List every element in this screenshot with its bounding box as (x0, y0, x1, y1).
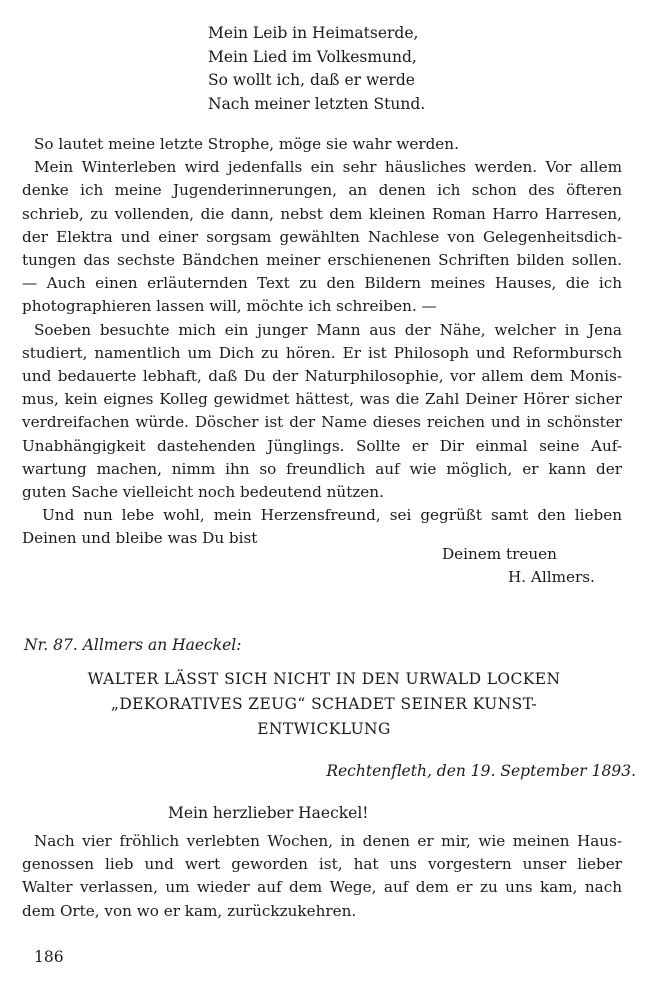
text-line: verdreifachen würde. Döscher ist der Name dieses reichen und in schönster (22, 413, 622, 432)
text-line: photographieren lassen will, möchte ich schreiben. — (22, 297, 437, 316)
text-line: tungen das sechste Bändchen meiner erschienenen Schriften bilden sollen. (22, 251, 622, 270)
page-number: 186 (34, 948, 64, 966)
text-line: der Elektra und einer sorgsam gewählten Nachlese von Gelegenheitsdich- (22, 227, 622, 246)
poem-line: So wollt ich, daß er werde (208, 71, 415, 89)
text-line: denke ich meine Jugenderinnerungen, an denen ich schon des öfteren (22, 181, 622, 200)
poem-line: Mein Leib in Heimatserde, (208, 24, 419, 42)
text-line: — Auch einen erläuternden Text zu den Bildern meines Hauses, die ich (22, 274, 622, 293)
date-line: Rechtenfleth, den 19. September 1893. (326, 762, 636, 780)
signature-name: H. Allmers. (508, 568, 595, 586)
text-line: Und nun lebe wohl, mein Herzensfreund, sei gegrüßt samt den lieben (42, 506, 622, 525)
salutation: Mein herzlieber Haeckel! (168, 804, 369, 822)
text-line: dem Orte, von wo er kam, zurückzukehren. (22, 901, 357, 920)
text-line: So lautet meine letzte Strophe, möge sie wahr werden. (34, 135, 459, 153)
text-line: Deinen und bleibe was Du bist (22, 529, 258, 548)
text-line: studiert, namentlich um Dich zu hören. Er ist Philosoph und Reformbursch (22, 343, 622, 362)
text-line: Walter verlassen, um wieder auf dem Wege, auf dem er zu uns kam, nach (22, 878, 622, 897)
text-line: wartung machen, nimm ihn so freundlich auf wie möglich, er kann der (22, 459, 622, 478)
letter-body-paragraph (22, 830, 622, 923)
headline-line: „DEKORATIVES ZEUG“ SCHADET SEINER KUNST- (110, 695, 538, 713)
text-line: guten Sache vielleicht noch bedeutend nützen. (22, 483, 384, 502)
headline-line: WALTER LÄSST SICH NICHT IN DEN URWALD LOCKEN (87, 670, 561, 688)
text-line: und bedauerte lebhaft, daß Du der Naturphilosophie, vor allem dem Monis- (22, 367, 622, 386)
text-line: Nach vier fröhlich verlebten Wochen, in denen er mir, wie meinen Haus- (34, 832, 622, 850)
poem-stanza (208, 22, 508, 116)
text-line: mus, kein eignes Kolleg gewidmet hättest, was die Zahl Deiner Hörer sicher (22, 390, 622, 409)
text-line: Unabhängigkeit dastehenden Jünglings. Sollte er Dir einmal seine Auf- (22, 436, 622, 455)
text-line: Soeben besuchte mich ein junger Mann aus der Nähe, welcher in Jena (34, 320, 622, 339)
text-line: genossen lieb und wert geworden ist, hat uns vorgestern unser lieber (22, 855, 622, 874)
signature-closing: Deinem treuen (442, 545, 557, 563)
poem-line: Mein Lied im Volkesmund, (208, 47, 417, 66)
headline-line: ENTWICKLUNG (257, 720, 391, 738)
poem-line: Nach meiner letzten Stund. (208, 94, 426, 113)
text-line: Mein Winterleben wird jedenfalls ein sehr häusliches werden. Vor allem (34, 158, 622, 177)
letter-heading: Nr. 87. Allmers an Haeckel: (24, 636, 242, 654)
text-line: schrieb, zu vollenden, die dann, nebst dem kleinen Roman Harro Harresen, (22, 204, 622, 223)
letter-body-paragraph (22, 133, 622, 551)
